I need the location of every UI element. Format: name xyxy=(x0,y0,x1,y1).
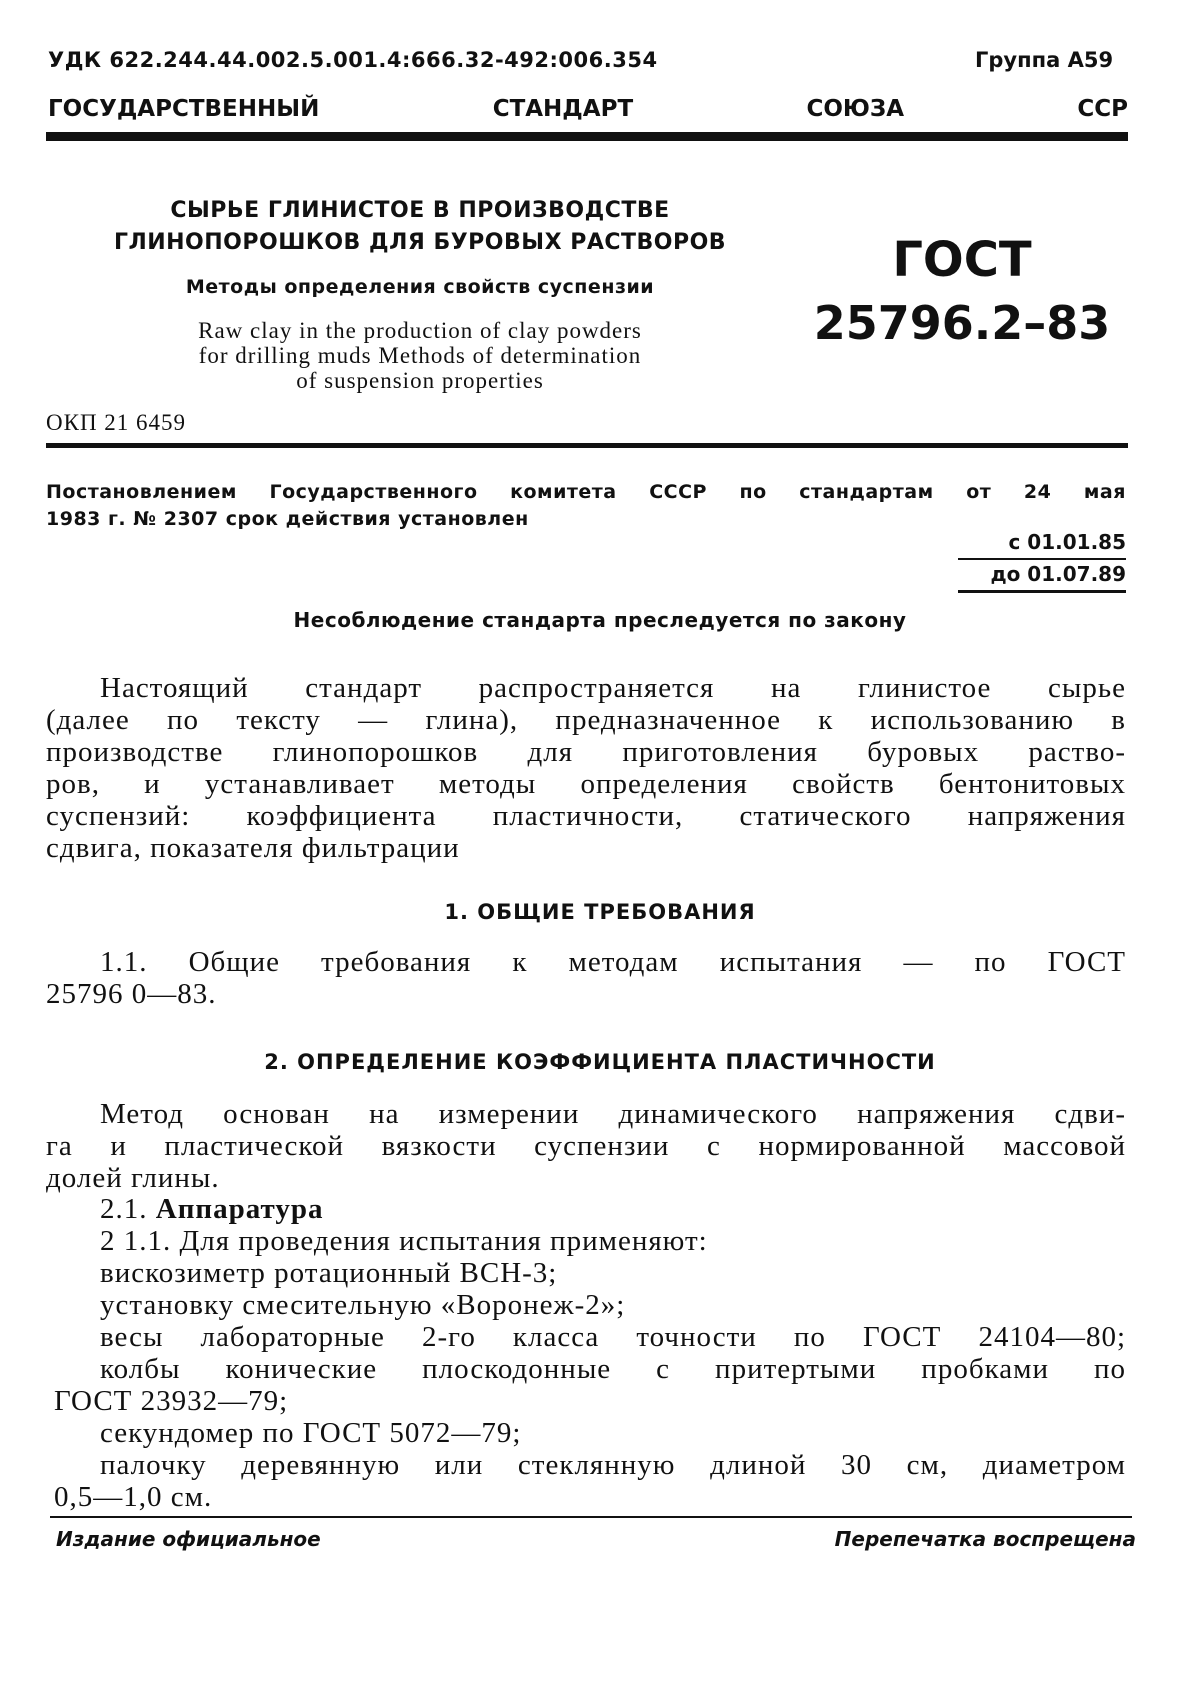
apparatus-item: палочку деревянную или стеклянную длиной 30 см, диаметром xyxy=(100,1449,1126,1481)
decree-word: от xyxy=(966,481,992,503)
date-bottom-rule xyxy=(958,590,1126,593)
banner-word: ГОСУДАРСТВЕННЫЙ xyxy=(48,96,320,122)
banner-word: СТАНДАРТ xyxy=(492,96,634,122)
effective-date-from: с 01.01.85 xyxy=(1008,530,1126,554)
banner-word: ССР xyxy=(1077,96,1128,122)
method-line3: долей глины. xyxy=(46,1162,220,1194)
apparatus-item-continuation: ГОСТ 23932—79; xyxy=(54,1385,289,1417)
decree-word: по xyxy=(739,481,767,503)
apparatus-intro: 2 1.1. Для проведения испытания применяют: xyxy=(100,1225,708,1257)
banner-word: СОЮЗА xyxy=(806,96,905,122)
subsection-number: 2.1. xyxy=(100,1193,148,1225)
udk-code: УДК 622.244.44.002.5.001.4:666.32-492:006.354 xyxy=(48,48,658,72)
method-line1: Метод основан на измерении динамического напряжения сдви- xyxy=(100,1098,1126,1130)
state-standard-banner xyxy=(48,96,1128,122)
title-bottom-rule xyxy=(46,443,1128,448)
footer-rule xyxy=(50,1516,1132,1518)
intro-line: Настоящий стандарт распространяется на глинистое сырье xyxy=(100,672,1126,704)
decree-word: Постановлением xyxy=(46,481,237,503)
decree-line2: 1983 г. № 2307 срок действия установлен xyxy=(46,508,529,530)
intro-line: (далее по тексту — глина), предназначенное к использованию в xyxy=(46,704,1126,736)
apparatus-item: колбы конические плоскодонные с притертыми пробками по xyxy=(100,1353,1126,1385)
title-ru-line2: ГЛИНОПОРОШКОВ ДЛЯ БУРОВЫХ РАСТВОРОВ xyxy=(113,230,727,255)
intro-line: сдвига, показателя фильтрации xyxy=(46,832,460,864)
method-line2: га и пластической вязкости суспензии с нормированной массовой xyxy=(46,1130,1126,1162)
apparatus-item: весы лабораторные 2-го класса точности по ГОСТ 24104—80; xyxy=(100,1321,1126,1353)
footer-official-edition: Издание официальное xyxy=(56,1527,321,1551)
gost-label: ГОСТ xyxy=(892,232,1032,288)
footer-reprint-prohibited: Перепечатка воспрещена xyxy=(834,1527,1136,1551)
section1-heading: 1. ОБЩИЕ ТРЕБОВАНИЯ xyxy=(444,900,756,924)
decree-word: 24 xyxy=(1023,481,1052,503)
apparatus-item: вискозиметр ротационный ВСН-3; xyxy=(100,1257,558,1289)
subsection-title: Аппаратура xyxy=(155,1193,324,1225)
section2-heading: 2. ОПРЕДЕЛЕНИЕ КОЭФФИЦИЕНТА ПЛАСТИЧНОСТИ xyxy=(264,1050,936,1074)
title-ru-line1: СЫРЬЕ ГЛИНИСТОЕ В ПРОИЗВОДСТВЕ xyxy=(170,198,670,223)
section1-text-line1: 1.1. Общие требования к методам испытания — по ГОСТ xyxy=(100,946,1126,978)
section1-text-line2: 25796 0—83. xyxy=(46,978,217,1010)
decree-line1 xyxy=(46,481,1126,503)
decree-word: мая xyxy=(1083,481,1126,503)
decree-word: стандартам xyxy=(799,481,934,503)
okp-code: ОКП 21 6459 xyxy=(46,410,187,435)
title-en-line2: for drilling muds Methods of determination xyxy=(198,343,642,368)
decree-word: комитета xyxy=(510,481,617,503)
title-ru-subtitle: Методы определения свойств суспензии xyxy=(185,276,655,298)
header-thick-rule xyxy=(46,132,1128,141)
decree-word: СССР xyxy=(649,481,707,503)
apparatus-item-continuation: 0,5—1,0 см. xyxy=(54,1481,213,1513)
date-divider-rule xyxy=(958,558,1126,560)
title-en-line3: of suspension properties xyxy=(296,368,544,393)
subsection-heading xyxy=(100,1193,323,1226)
title-en-line1: Raw clay in the production of clay powders xyxy=(198,318,642,343)
group-code: Группа А59 xyxy=(975,48,1114,72)
intro-line: производстве глинопорошков для приготовления буровых раство- xyxy=(46,736,1126,768)
law-notice: Несоблюдение стандарта преследуется по закону xyxy=(293,608,907,632)
intro-line: суспензий: коэффициента пластичности, статического напряжения xyxy=(46,800,1126,832)
intro-line: ров, и устанавливает методы определения свойств бентонитовых xyxy=(46,768,1126,800)
decree-word: Государственного xyxy=(269,481,478,503)
apparatus-item: установку смесительную «Воронеж-2»; xyxy=(100,1289,626,1321)
effective-date-to: до 01.07.89 xyxy=(990,562,1126,586)
apparatus-item: секундомер по ГОСТ 5072—79; xyxy=(100,1417,522,1449)
gost-number: 25796.2–83 xyxy=(813,296,1111,350)
